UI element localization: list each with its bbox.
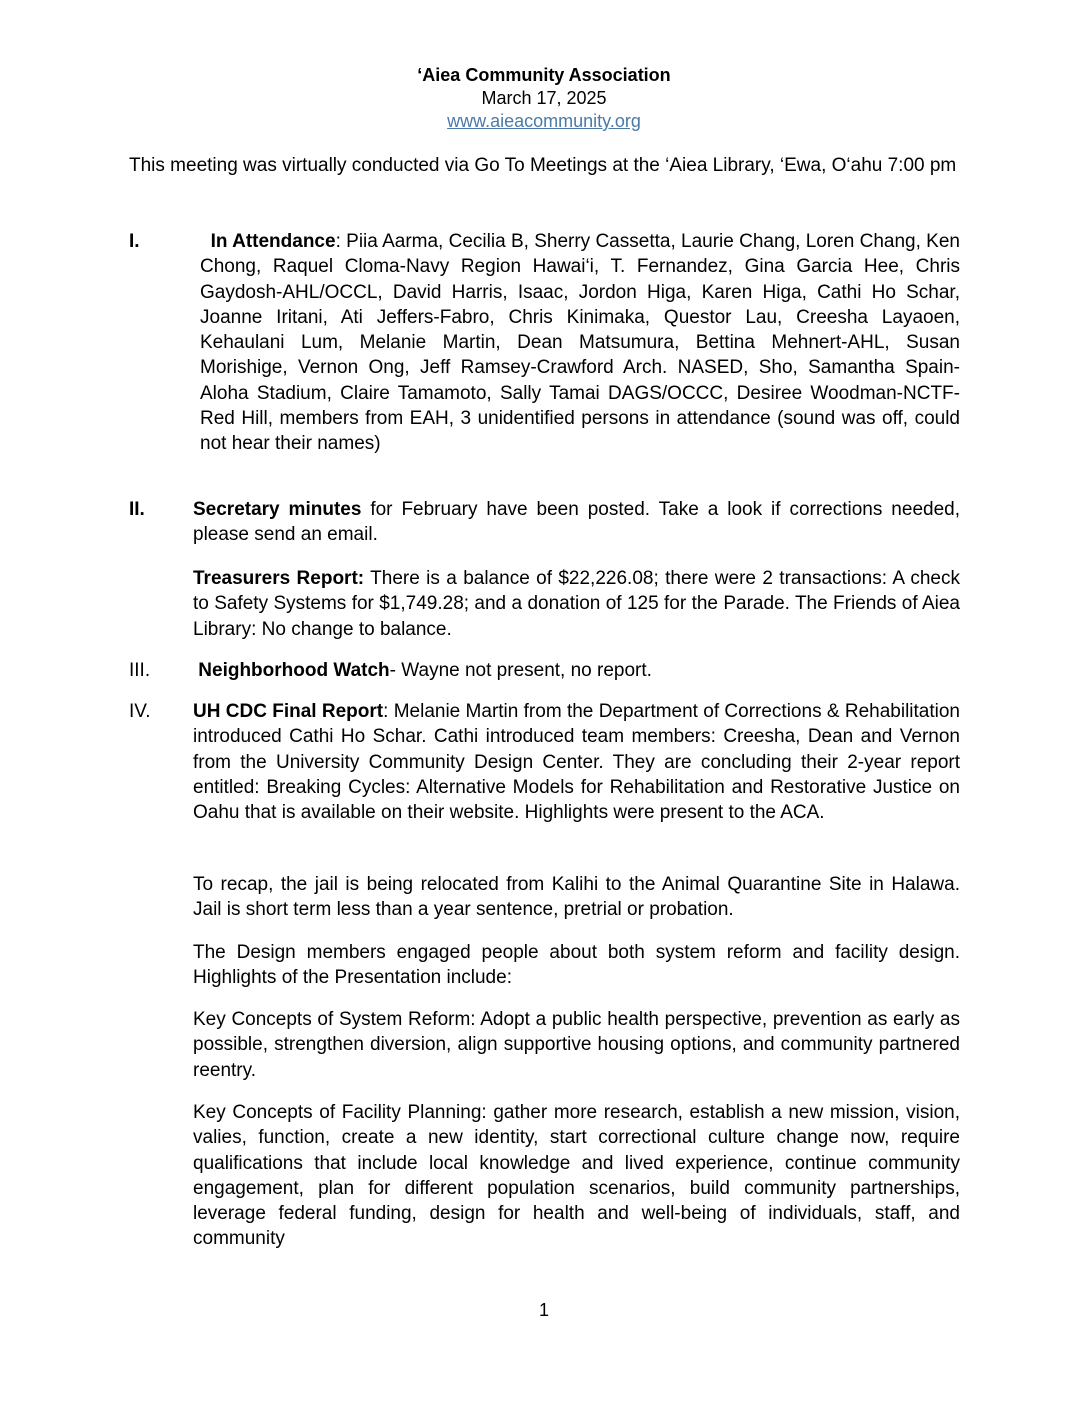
system-reform-paragraph: Key Concepts of System Reform: Adopt a public health perspective, prevention as early as possible, strengthen diversion, align supportive housing options, and community partnered reentry. [193, 1009, 960, 1081]
attendance-paragraph [200, 229, 960, 457]
design-paragraph: The Design members engaged people about both system reform and facility design. Highlights of the Presentation include: [193, 942, 960, 989]
section-numeral: II. [129, 499, 145, 520]
facility-planning-paragraph: Key Concepts of Facility Planning: gather more research, establish a new mission, vision, valies, function, create a new identity, start correctional culture change now, require qualifications that include local knowledge and lived experience, continue community engagement, plan for different population scenarios, build community partnerships, leverage federal funding, design for health and well-being of individuals, staff, and community [193, 1102, 960, 1250]
secretary-text: for February have been posted. Take a look if corrections needed, please send an email. [193, 499, 960, 546]
section-numeral: III. [129, 660, 151, 681]
meeting-date: March 17, 2025 [481, 88, 607, 108]
secretary-heading: Secretary minutes [193, 499, 362, 520]
attendance-text: : Piia Aarma, Cecilia B, Sherry Cassetta, Laurie Chang, Loren Chang, Ken Chong, Raquel Cloma-Navy Region Hawai‘i, T. Fernandez, Gina Garcia Hee, Chris Gaydosh-AHL/OCCL, David Harris, Isaac, Jordon Higa, Karen Higa, Cathi Ho Schar, Joanne Iritani, Ati Jeffers-Fabro, Chris Kinimaka, Questor Lau, Creesha Layaoen, Kehaulani Lum, Melanie Martin, Dean Matsumura, Bettina Mehnert-AHL, Susan Morishige, Vernon Ong, Jeff Ramsey-Crawford Arch. NASED, Sho, Samantha Spain-Aloha Stadium, Claire Tamamoto, Sally Tamai DAGS/OCCC, Desiree Woodman-NCTF-Red Hill, members from EAH, 3 unidentified persons in attendance (sound was off, could not hear their names) [200, 231, 960, 455]
attendance-heading: In Attendance [210, 231, 336, 252]
treasurer-text: There is a balance of $22,226.08; there were 2 transactions: A check to Safety Systems for $1,749.28; and a donation of 125 for the Parade. The Friends of Aiea Library: No change to balance. [193, 568, 960, 640]
watch-text: - Wayne not present, no report. [389, 660, 652, 681]
treasurer-heading: Treasurers Report: [193, 568, 365, 589]
recap-paragraph: To recap, the jail is being relocated from Kalihi to the Animal Quarantine Site in Halawa. Jail is short term less than a year sentence, pretrial or probation. [193, 874, 960, 921]
page-number: 1 [538, 1300, 549, 1320]
cdc-heading: UH CDC Final Report [193, 701, 384, 722]
watch-heading: Neighborhood Watch [198, 660, 390, 681]
treasurer-paragraph [193, 566, 960, 642]
cdc-paragraph [193, 699, 960, 825]
watch-paragraph [193, 658, 960, 683]
section-numeral: IV. [129, 701, 151, 722]
secretary-paragraph [193, 497, 960, 548]
organization-title: ‘Aiea Community Association [417, 65, 671, 85]
intro-paragraph: This meeting was virtually conducted via Go To Meetings at the ‘Aiea Library, ‘Ewa, O‘ahu 7:00 pm [129, 155, 957, 176]
section-numeral: I. [129, 231, 140, 252]
website-link[interactable]: www.aieacommunity.org [447, 111, 641, 131]
cdc-text: : Melanie Martin from the Department of Corrections & Rehabilitation introduced Cathi Ho Schar. Cathi introduced team members: Creesha, Dean and Vernon from the University Community Design Center. They are concluding their 2-year report entitled: Breaking Cycles: Alternative Models for Rehabilitation and Restorative Justice on Oahu that is available on their website. Highlights were present to the ACA. [193, 701, 961, 824]
